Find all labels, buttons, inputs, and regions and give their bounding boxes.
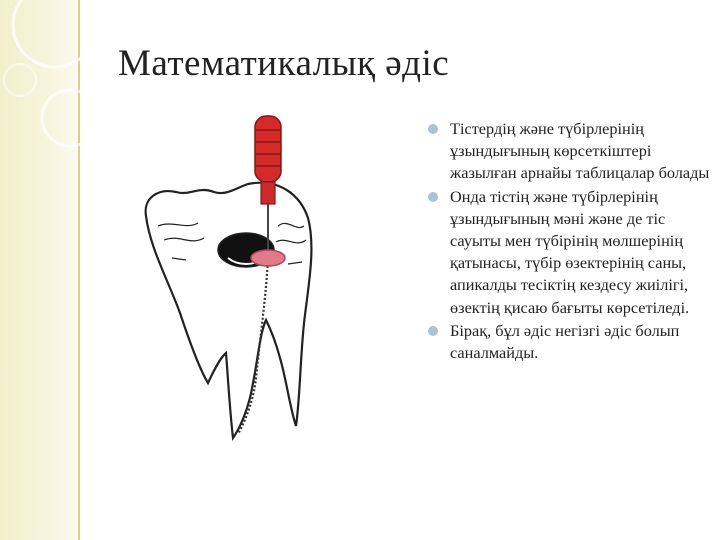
bullet-item — [427, 186, 712, 319]
bullet-item — [427, 118, 712, 185]
file-handle — [255, 116, 281, 182]
tooth-root-canal-illustration — [128, 108, 343, 443]
bullet-item — [427, 320, 712, 364]
circle-bullet-icon — [427, 191, 439, 203]
rubber-stopper — [251, 250, 285, 266]
circle-bullet-icon — [427, 325, 439, 337]
decorative-circles — [0, 0, 120, 170]
tooth-outline — [146, 183, 312, 438]
circle-bullet-icon — [427, 123, 439, 135]
bullet-text: Бірақ, бұл әдіс негізгі әдіс болып саналмайды. — [450, 320, 680, 363]
slide-title: Математикалық әдіс — [118, 43, 450, 84]
bullet-list — [427, 118, 712, 365]
bullet-text: Онда тістің және түбірлерінің ұзындығының мәні және де тіс сауыты мен түбірінің мөлшерінің қатынасы, түбір өзектерінің саны, апикалды тесіктің кездесу жиілігі, өзектің қисаю бағыты көрсетіледі. — [450, 186, 690, 317]
bullet-text: Тістердің және түбірлерінің ұзындығының көрсеткіштері жазылған арнайы таблицалар болады — [450, 119, 710, 183]
